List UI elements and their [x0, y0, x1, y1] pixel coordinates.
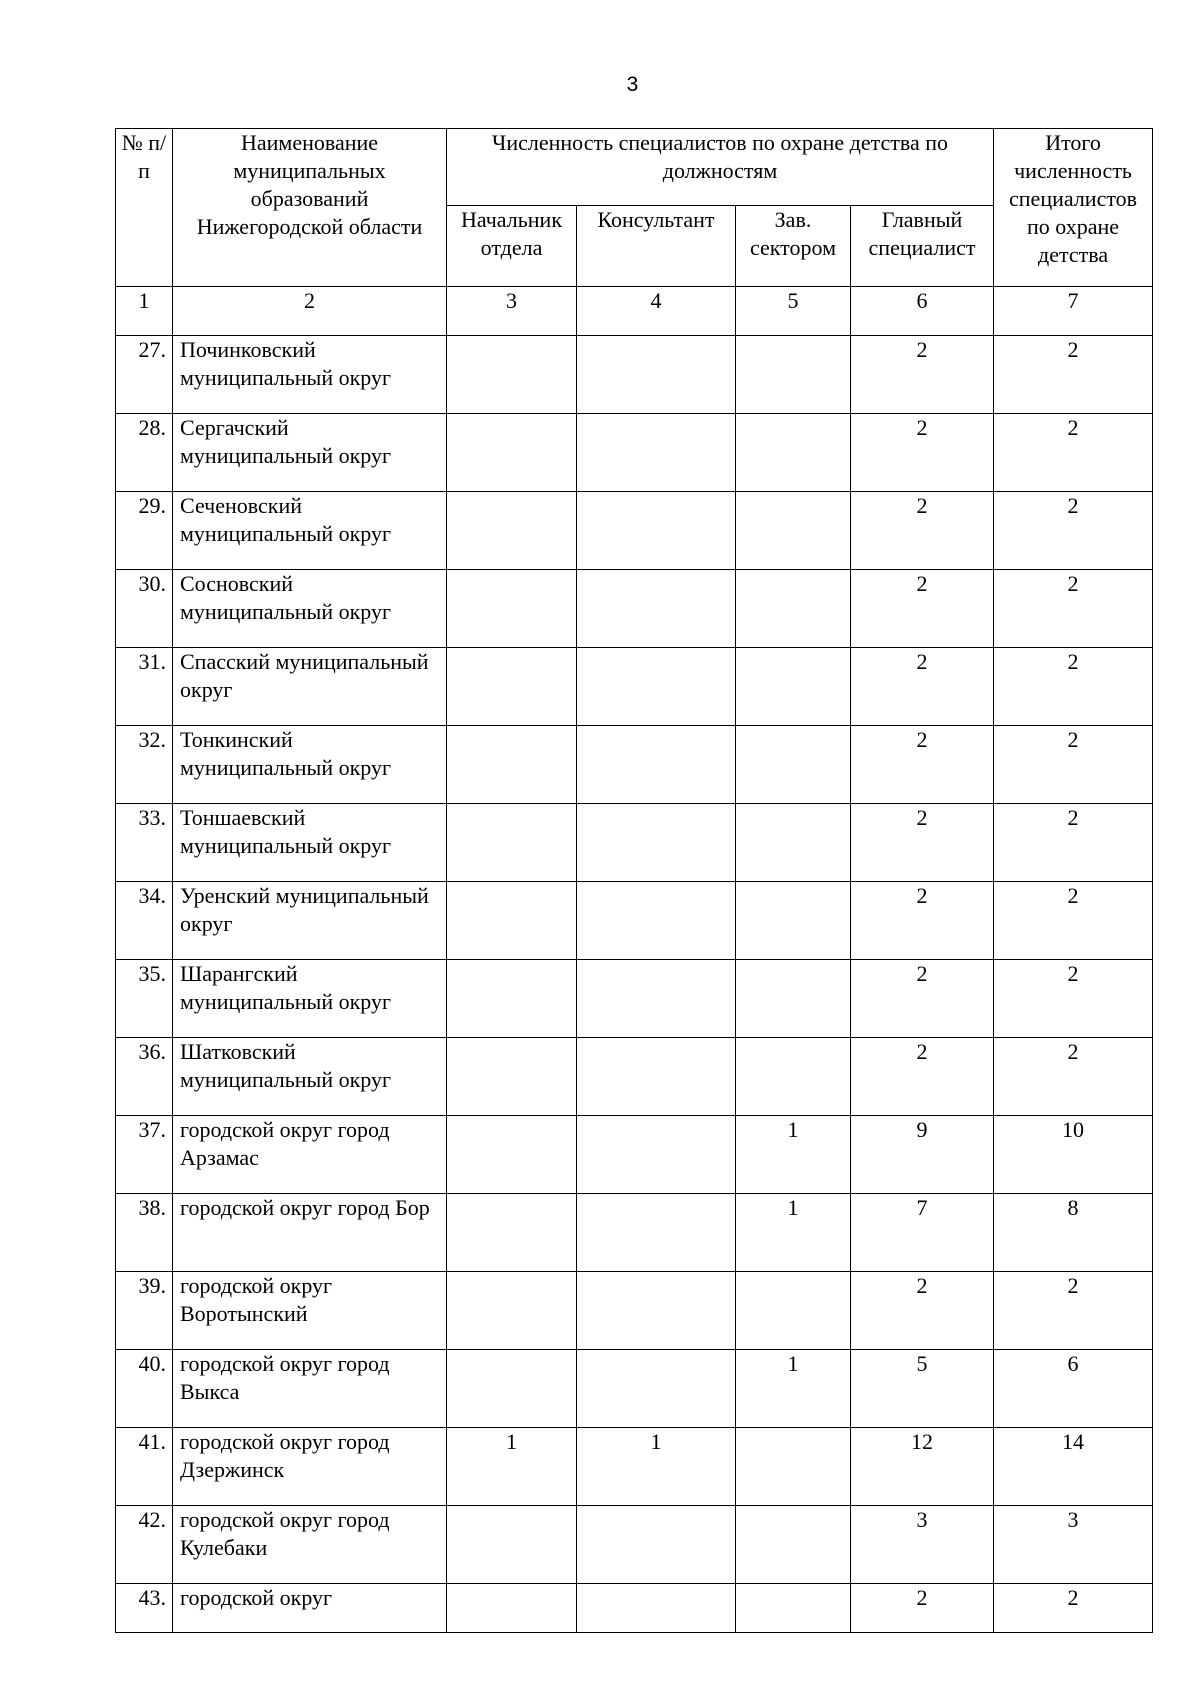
- consultant-count: [577, 336, 736, 414]
- header-total: Итого численность специалистов по охране детства: [994, 129, 1153, 287]
- sector-head-count: [736, 648, 851, 726]
- row-index: 35.: [116, 960, 173, 1038]
- total-count: 3: [994, 1506, 1153, 1584]
- sector-head-count: [736, 492, 851, 570]
- total-count: 2: [994, 492, 1153, 570]
- table-row: [116, 1584, 1153, 1633]
- row-index: 27.: [116, 336, 173, 414]
- total-count: 2: [994, 726, 1153, 804]
- header-index: № п/п: [116, 129, 173, 287]
- consultant-count: [577, 648, 736, 726]
- chief-specialist-count: 2: [851, 336, 994, 414]
- total-count: 2: [994, 1038, 1153, 1116]
- chief-specialist-count: 2: [851, 492, 994, 570]
- total-count: 10: [994, 1116, 1153, 1194]
- total-count: 2: [994, 570, 1153, 648]
- consultant-count: [577, 804, 736, 882]
- table-row: [116, 882, 1153, 960]
- table-row: [116, 414, 1153, 492]
- chief-specialist-count: 2: [851, 1272, 994, 1350]
- total-count: 2: [994, 414, 1153, 492]
- chief-specialist-count: 2: [851, 1584, 994, 1633]
- table-row: [116, 1428, 1153, 1506]
- total-count: 2: [994, 1584, 1153, 1633]
- total-count: 8: [994, 1194, 1153, 1272]
- header-municipality: Наименование муниципальных образований Нижегородской области: [173, 129, 447, 287]
- consultant-count: [577, 1194, 736, 1272]
- sector-head-count: [736, 960, 851, 1038]
- consultant-count: [577, 960, 736, 1038]
- table-row: [116, 1506, 1153, 1584]
- row-index: 36.: [116, 1038, 173, 1116]
- table-row: [116, 1194, 1153, 1272]
- row-index: 39.: [116, 1272, 173, 1350]
- sector-head-count: 1: [736, 1116, 851, 1194]
- column-number: 3: [447, 287, 577, 336]
- header-positions-group: Численность специалистов по охране детства по должностям: [447, 129, 994, 206]
- sector-head-count: [736, 804, 851, 882]
- sector-head-count: [736, 1038, 851, 1116]
- sector-head-count: [736, 1506, 851, 1584]
- department-head-count: [447, 882, 577, 960]
- municipality-name: городской округ город Арзамас: [173, 1116, 447, 1194]
- sector-head-count: 1: [736, 1194, 851, 1272]
- table-row: [116, 960, 1153, 1038]
- column-number: 2: [173, 287, 447, 336]
- municipality-name: Тоншаевский муниципальный округ: [173, 804, 447, 882]
- chief-specialist-count: 2: [851, 414, 994, 492]
- department-head-count: [447, 1584, 577, 1633]
- row-index: 32.: [116, 726, 173, 804]
- municipality-name: Уренский муниципальный округ: [173, 882, 447, 960]
- chief-specialist-count: 2: [851, 882, 994, 960]
- row-index: 37.: [116, 1116, 173, 1194]
- sector-head-count: [736, 336, 851, 414]
- sector-head-count: 1: [736, 1350, 851, 1428]
- row-index: 40.: [116, 1350, 173, 1428]
- chief-specialist-count: 2: [851, 960, 994, 1038]
- municipality-name: Сосновский муниципальный округ: [173, 570, 447, 648]
- consultant-count: [577, 726, 736, 804]
- department-head-count: [447, 648, 577, 726]
- row-index: 42.: [116, 1506, 173, 1584]
- department-head-count: [447, 492, 577, 570]
- department-head-count: [447, 1506, 577, 1584]
- municipality-name: городской округ: [173, 1584, 447, 1633]
- column-number: 4: [577, 287, 736, 336]
- consultant-count: [577, 1038, 736, 1116]
- table-row: [116, 1116, 1153, 1194]
- table-row: [116, 726, 1153, 804]
- table-row: [116, 804, 1153, 882]
- consultant-count: [577, 570, 736, 648]
- municipality-name: городской округ город Дзержинск: [173, 1428, 447, 1506]
- total-count: 14: [994, 1428, 1153, 1506]
- sector-head-count: [736, 882, 851, 960]
- consultant-count: [577, 1116, 736, 1194]
- municipality-name: Шатковский муниципальный округ: [173, 1038, 447, 1116]
- consultant-count: [577, 882, 736, 960]
- chief-specialist-count: 2: [851, 648, 994, 726]
- sector-head-count: [736, 1584, 851, 1633]
- chief-specialist-count: 2: [851, 570, 994, 648]
- header-department-head: Начальник отдела: [447, 206, 577, 287]
- municipality-name: Спасский муниципальный округ: [173, 648, 447, 726]
- department-head-count: [447, 1194, 577, 1272]
- municipality-name: Сергачский муниципальный округ: [173, 414, 447, 492]
- department-head-count: [447, 336, 577, 414]
- total-count: 2: [994, 804, 1153, 882]
- department-head-count: [447, 1350, 577, 1428]
- table-row: [116, 648, 1153, 726]
- table-row: [116, 1272, 1153, 1350]
- chief-specialist-count: 2: [851, 726, 994, 804]
- department-head-count: [447, 1116, 577, 1194]
- table-row: [116, 336, 1153, 414]
- sector-head-count: [736, 570, 851, 648]
- row-index: 29.: [116, 492, 173, 570]
- municipality-name: городской округ Воротынский: [173, 1272, 447, 1350]
- chief-specialist-count: 3: [851, 1506, 994, 1584]
- table-row: [116, 492, 1153, 570]
- consultant-count: [577, 1272, 736, 1350]
- sector-head-count: [736, 414, 851, 492]
- table-row: [116, 570, 1153, 648]
- chief-specialist-count: 7: [851, 1194, 994, 1272]
- consultant-count: [577, 1350, 736, 1428]
- total-count: 6: [994, 1350, 1153, 1428]
- consultant-count: [577, 1506, 736, 1584]
- row-index: 31.: [116, 648, 173, 726]
- row-index: 43.: [116, 1584, 173, 1633]
- department-head-count: 1: [447, 1428, 577, 1506]
- department-head-count: [447, 960, 577, 1038]
- column-number: 5: [736, 287, 851, 336]
- column-number: 7: [994, 287, 1153, 336]
- chief-specialist-count: 2: [851, 804, 994, 882]
- consultant-count: [577, 492, 736, 570]
- municipality-name: городской округ город Кулебаки: [173, 1506, 447, 1584]
- column-number: 6: [851, 287, 994, 336]
- municipality-name: Сеченовский муниципальный округ: [173, 492, 447, 570]
- department-head-count: [447, 1272, 577, 1350]
- department-head-count: [447, 804, 577, 882]
- total-count: 2: [994, 336, 1153, 414]
- column-number: 1: [116, 287, 173, 336]
- municipality-name: городской округ город Бор: [173, 1194, 447, 1272]
- staffing-table: [115, 128, 1153, 1633]
- chief-specialist-count: 5: [851, 1350, 994, 1428]
- sector-head-count: [736, 1428, 851, 1506]
- table-row: [116, 1038, 1153, 1116]
- municipality-name: Починковский муниципальный округ: [173, 336, 447, 414]
- total-count: 2: [994, 1272, 1153, 1350]
- total-count: 2: [994, 960, 1153, 1038]
- consultant-count: [577, 414, 736, 492]
- department-head-count: [447, 414, 577, 492]
- municipality-name: Шарангский муниципальный округ: [173, 960, 447, 1038]
- table-header-row: [116, 129, 1153, 206]
- row-index: 38.: [116, 1194, 173, 1272]
- municipality-name: Тонкинский муниципальный округ: [173, 726, 447, 804]
- header-chief-specialist: Главный специалист: [851, 206, 994, 287]
- department-head-count: [447, 726, 577, 804]
- municipality-name: городской округ город Выкса: [173, 1350, 447, 1428]
- column-numbers-row: [116, 287, 1153, 336]
- row-index: 28.: [116, 414, 173, 492]
- page-number: 3: [626, 73, 639, 96]
- sector-head-count: [736, 1272, 851, 1350]
- department-head-count: [447, 570, 577, 648]
- sector-head-count: [736, 726, 851, 804]
- row-index: 34.: [116, 882, 173, 960]
- total-count: 2: [994, 648, 1153, 726]
- row-index: 30.: [116, 570, 173, 648]
- table-row: [116, 1350, 1153, 1428]
- consultant-count: [577, 1584, 736, 1633]
- chief-specialist-count: 12: [851, 1428, 994, 1506]
- header-sector-head: Зав. сектором: [736, 206, 851, 287]
- row-index: 33.: [116, 804, 173, 882]
- department-head-count: [447, 1038, 577, 1116]
- row-index: 41.: [116, 1428, 173, 1506]
- total-count: 2: [994, 882, 1153, 960]
- chief-specialist-count: 2: [851, 1038, 994, 1116]
- header-consultant: Консультант: [577, 206, 736, 287]
- consultant-count: 1: [577, 1428, 736, 1506]
- chief-specialist-count: 9: [851, 1116, 994, 1194]
